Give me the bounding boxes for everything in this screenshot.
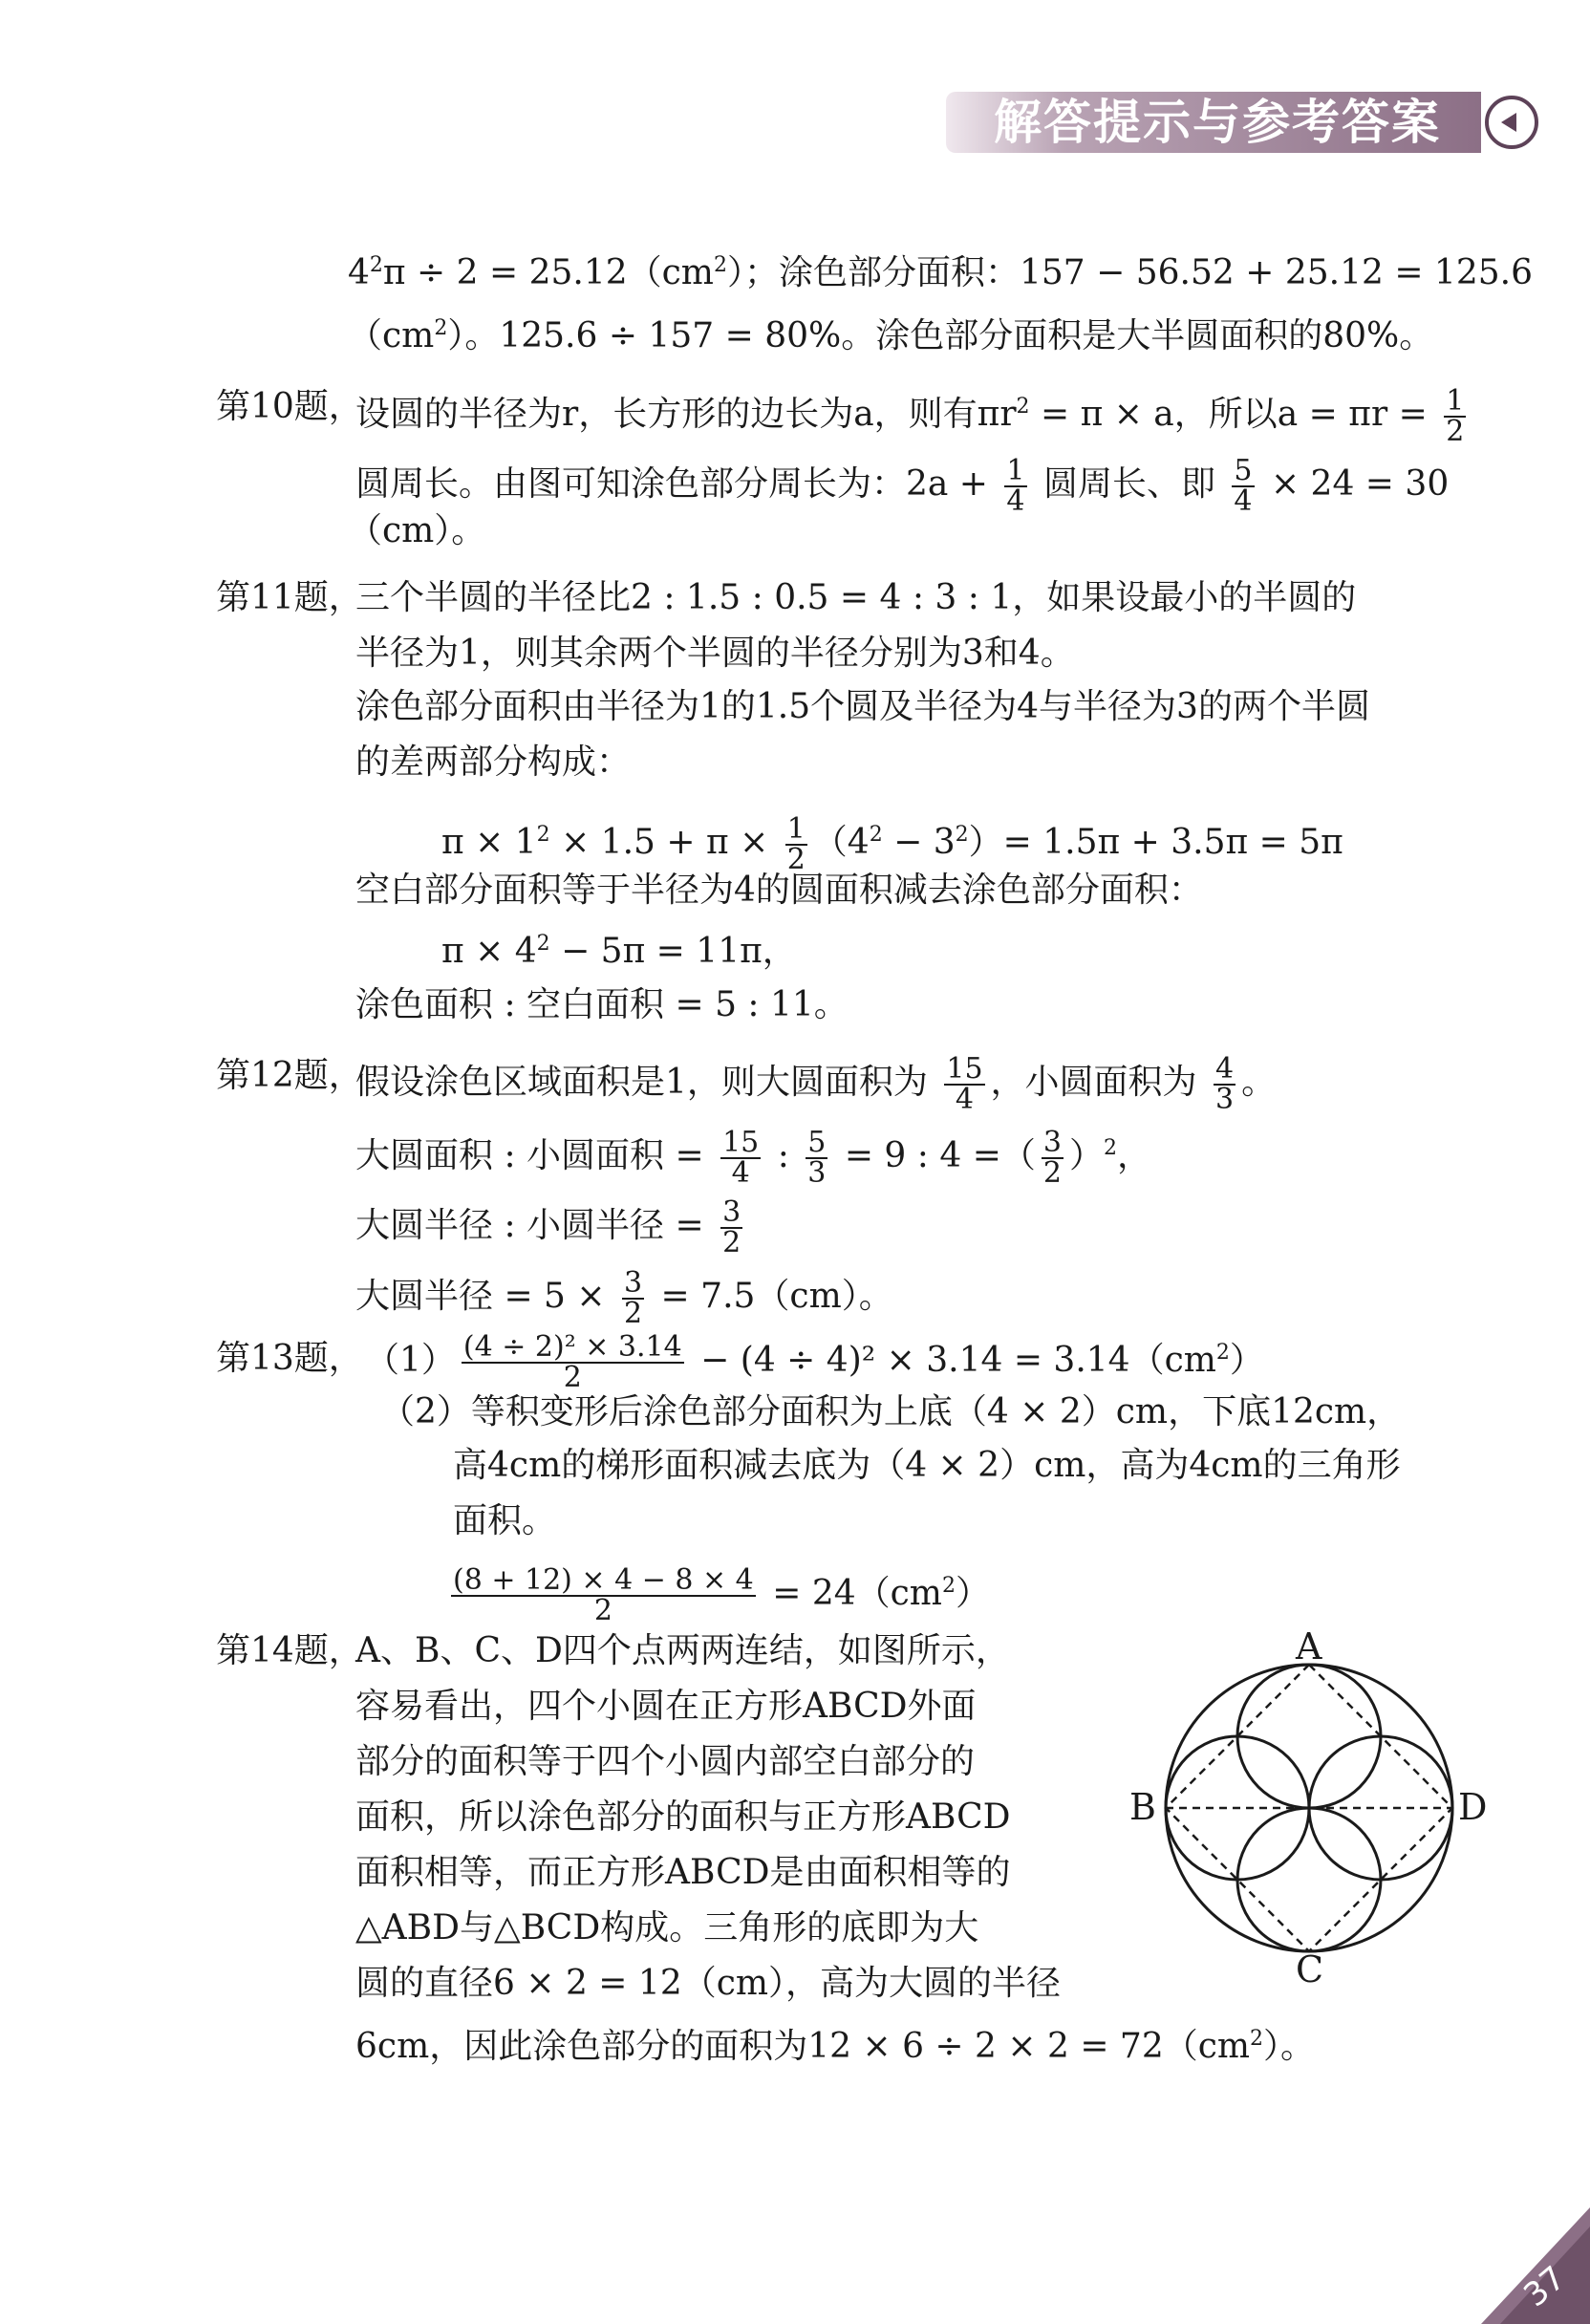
- q13-equation: $\frac{(8 + 12) \times 4 - 8 \times 4}{2}$ = $24(cm^2)$: [453, 1563, 990, 1627]
- q11-line-3: 涂色部分面积由半径为1的1.5个圆及半径为4与半径为3的两个半圆: [355, 687, 1370, 726]
- fraction: $\frac{15}{4}$: [946, 1052, 983, 1116]
- p9-line-1: $4^2\pi \div 2 = 25.12(cm^2)$；涂色部分面积：157 − 56.52 + 25.12 = 125.6: [348, 253, 1533, 292]
- circles-square-figure: [1129, 1625, 1491, 1990]
- small-circle-top: [1237, 1665, 1381, 1808]
- q11-equation-1: $\pi \times 1^2 \times 1.5 + \pi$ × $\frac{1}{2}$ $(4^2 - 3^2)= 1.5\pi + 3.5\pi = 5\pi$: [441, 812, 1343, 876]
- q10-label: 第10题，: [216, 387, 363, 426]
- q11-equation-2: $\pi \times 4^2 - 5\pi = 11\pi$，: [441, 932, 797, 971]
- q12-label: 第12题，: [216, 1056, 363, 1095]
- section-title: 解答提示与参考答案: [994, 95, 1441, 150]
- fraction: $\frac{3}{2}$: [722, 1195, 741, 1259]
- label-d: D: [1458, 1786, 1488, 1828]
- page-number: 37: [1516, 2258, 1574, 2315]
- q12-line-3: 大圆半径 : 小圆半径 = $\frac{3}{2}$: [355, 1195, 741, 1259]
- fraction: $\frac{5}{3}$: [807, 1126, 827, 1190]
- q13-part-2-line-1: （2）等积变形后涂色部分面积为上底（4 × 2）cm，下底12cm，: [380, 1392, 1402, 1431]
- q12-line-2: 大圆面积 : 小圆面积 = $\frac{15}{4}$ : $\frac{5}{3}$ = 9 : 4 =（ $\frac{3}{2}$ ）$^2$，: [355, 1126, 1151, 1190]
- q11-line-2: 半径为1，则其余两个半圆的半径分别为3和4。: [355, 634, 1075, 673]
- q14-line-1: A、B、C、D四个点两两连结，如图所示，: [355, 1631, 1010, 1670]
- fraction: $\frac{(8 + 12) \times 4 - 8 \times 4}{2}$: [453, 1563, 754, 1627]
- fraction: $\frac{1}{4}$: [1006, 454, 1025, 518]
- q14-line-7: 圆的直径6 × 2 = 12（cm），高为大圆的半径: [355, 1964, 1062, 2003]
- q11-line-6: 涂色面积 : 空白面积 = 5 : 11。: [355, 985, 849, 1024]
- q11-line-4: 的差两部分构成：: [355, 742, 632, 782]
- q14-line-4: 面积，所以涂色部分的面积与正方形ABCD: [355, 1797, 1011, 1837]
- q13-part-2-line-2: 高4cm的梯形面积减去底为（4 × 2）cm，高为4cm的三角形: [453, 1446, 1401, 1485]
- small-circle-bottom: [1237, 1808, 1381, 1951]
- fraction: $\frac{\text{(4 ÷ 2)² × 3.14}}{2}$: [462, 1330, 682, 1394]
- fraction: $\frac{1}{2}$: [786, 812, 806, 876]
- back-arrow-icon: [1485, 96, 1538, 149]
- q12-line-4: 大圆半径 = 5 × $\frac{3}{2}$ = 7.5（cm）。: [355, 1266, 893, 1330]
- q10-line-1: 设圆的半径为r，长方形的边长为a，则有$\pi r^2 = \pi \times a$，所以a = πr = $\frac{1}{2}$: [355, 384, 1465, 448]
- q10-line-2: 圆周长。由图可知涂色部分周长为：2a + $\frac{1}{4}$ 圆周长、即 $\frac{5}{4}$ × 24 = 30: [355, 454, 1450, 518]
- q11-line-1: 三个半圆的半径比2 : 1.5 : 0.5 = 4 : 3 : 1，如果设最小的半圆的: [355, 578, 1357, 617]
- q13-part-2-line-3: 面积。: [453, 1501, 557, 1540]
- q12-line-1: 假设涂色区域面积是1，则大圆面积为 $\frac{15}{4}$ ，小圆面积为 $\frac{4}{3}$ 。: [355, 1052, 1277, 1116]
- fraction: $\frac{15}{4}$: [722, 1126, 760, 1190]
- fraction: $\frac{4}{3}$: [1215, 1052, 1235, 1116]
- q14-line-2: 容易看出，四个小圆在正方形ABCD外面: [355, 1687, 977, 1726]
- q11-label: 第11题，: [216, 578, 363, 617]
- q13-label: 第13题，: [216, 1339, 363, 1378]
- q14-line-3: 部分的面积等于四个小圆内部空白部分的: [355, 1742, 976, 1781]
- q14-line-6: △ABD与△BCD构成。三角形的底即为大: [355, 1908, 979, 1947]
- q14-label: 第14题，: [216, 1631, 363, 1670]
- fraction: $\frac{3}{2}$: [624, 1266, 643, 1330]
- label-a: A: [1296, 1625, 1322, 1668]
- q11-line-5: 空白部分面积等于半径为4的圆面积减去涂色部分面积：: [355, 871, 1203, 910]
- q10-line-3: （cm）。: [348, 511, 486, 550]
- p9-line-2: $(cm^2)$。125.6 ÷ 157 = 80%。涂色部分面积是大半圆面积的80%。: [348, 316, 1434, 355]
- label-b: B: [1129, 1786, 1156, 1828]
- fraction: $\frac{3}{2}$: [1042, 1126, 1062, 1190]
- q14-line-8: 6cm，因此涂色部分的面积为$12 \times 6 \div 2 \times 2 = 72(cm^2)$。: [355, 2027, 1316, 2066]
- fraction: $\frac{5}{4}$: [1234, 454, 1253, 518]
- label-c: C: [1296, 1948, 1324, 1990]
- q13-part-1: （1） $\frac{\text{(4 ÷ 2)² × 3.14}}{2}$ − $(4 \div 4)^2 \times 3.14 = 3.14(cm^2)$: [365, 1330, 1264, 1394]
- fraction: $\frac{1}{2}$: [1446, 384, 1465, 448]
- page-corner: [1462, 2169, 1590, 2324]
- q14-line-5: 面积相等，而正方形ABCD是由面积相等的: [355, 1853, 1011, 1892]
